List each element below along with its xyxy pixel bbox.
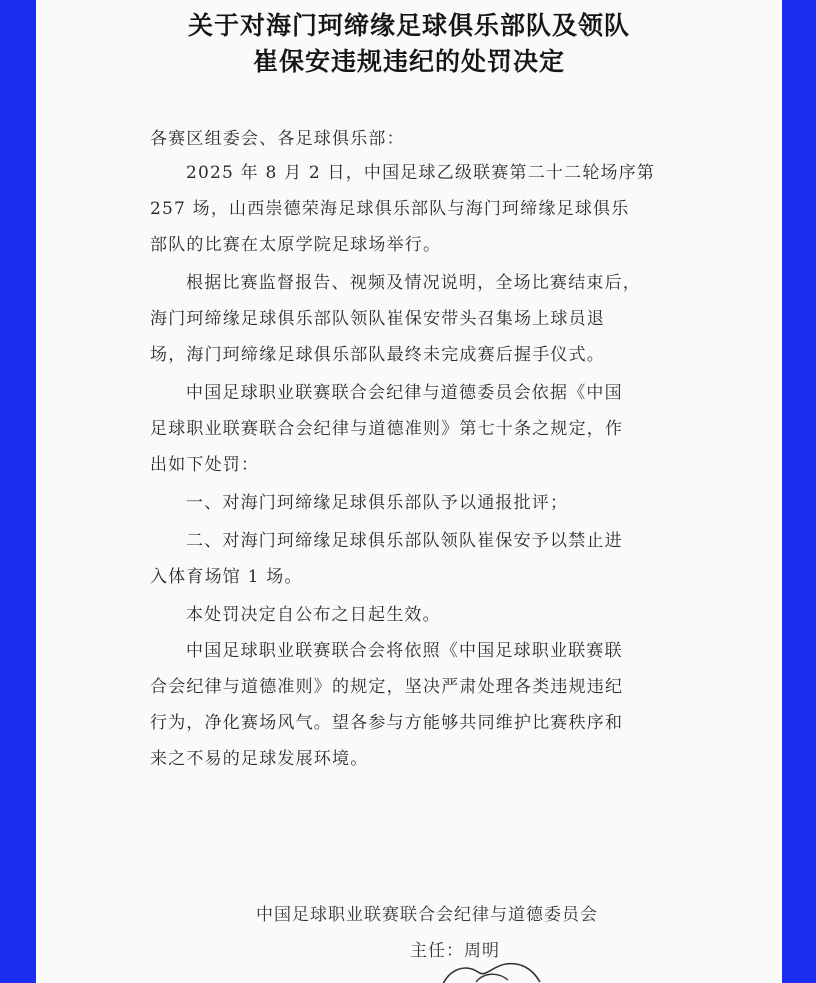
para3-line3: 出如下处罚： bbox=[150, 455, 260, 475]
para5-line1: 中国足球职业联赛联合会将依照《中国足球职业联赛联 bbox=[186, 641, 623, 661]
para5-line2: 合会纪律与道德准则》的规定，坚决严肃处理各类违规违纪 bbox=[150, 677, 624, 697]
para3-line2: 足球职业联赛联合会纪律与道德准则》第七十条之规定，作 bbox=[150, 419, 624, 439]
penalty-item-2-line1: 二、对海门珂缔缘足球俱乐部队领队崔保安予以禁止进 bbox=[186, 531, 623, 551]
issuer-name: 中国足球职业联赛联合会纪律与道德委员会 bbox=[256, 905, 598, 925]
para5-line3: 行为，净化赛场风气。望各参与方能够共同维护比赛秩序和 bbox=[150, 713, 624, 733]
director-name: 主任：周明 bbox=[410, 941, 500, 961]
document-title-line-2: 崔保安违规违纪的处罚决定 bbox=[252, 47, 565, 76]
para2-line2: 海门珂缔缘足球俱乐部队领队崔保安带头召集场上球员退 bbox=[150, 309, 605, 329]
para1-line2: 257 场，山西崇德荣海足球俱乐部队与海门珂缔缘足球俱乐 bbox=[150, 199, 630, 219]
para5-line4: 来之不易的足球发展环境。 bbox=[150, 749, 369, 769]
document-title-line-1: 关于对海门珂缔缘足球俱乐部队及领队 bbox=[187, 11, 630, 40]
para1-line1: 2025 年 8 月 2 日，中国足球乙级联赛第二十二轮场序第 bbox=[186, 163, 656, 183]
penalty-item-1: 一、对海门珂缔缘足球俱乐部队予以通报批评； bbox=[186, 493, 569, 513]
para2-line1: 根据比赛监督报告、视频及情况说明，全场比赛结束后， bbox=[186, 273, 641, 293]
penalty-item-2-line2: 入体育场馆 1 场。 bbox=[150, 567, 303, 587]
handwritten-signature bbox=[436, 958, 546, 983]
para2-line3: 场，海门珂缔缘足球俱乐部队最终未完成赛后握手仪式。 bbox=[150, 345, 605, 365]
para1-line3: 部队的比赛在太原学院足球场举行。 bbox=[150, 235, 442, 255]
document-page bbox=[36, 0, 782, 983]
salutation: 各赛区组委会、各足球俱乐部： bbox=[150, 129, 405, 149]
effective-clause: 本处罚决定自公布之日起生效。 bbox=[186, 605, 441, 625]
para3-line1: 中国足球职业联赛联合会纪律与道德委员会依据《中国 bbox=[186, 383, 623, 403]
